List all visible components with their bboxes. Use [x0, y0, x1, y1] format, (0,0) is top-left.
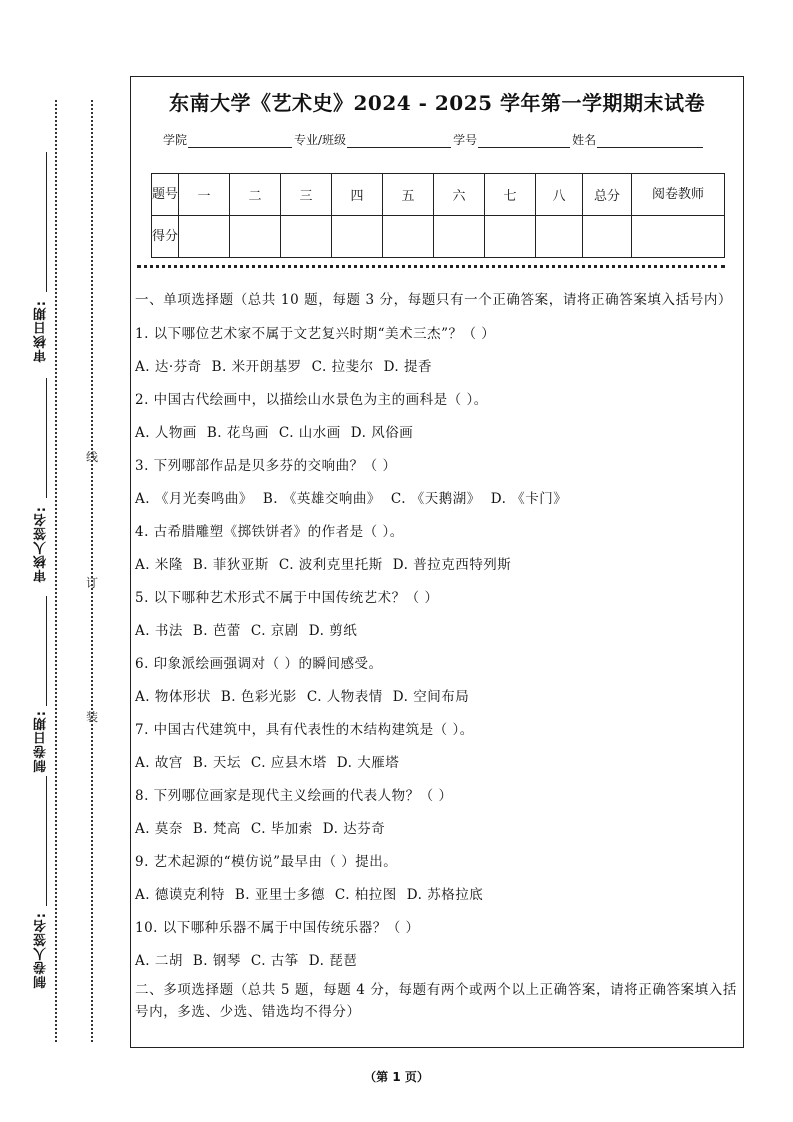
exam-frame	[130, 76, 744, 1048]
option-b: B. 米开朗基罗	[211, 358, 302, 375]
question-list	[135, 317, 737, 977]
score-cell[interactable]	[434, 216, 485, 258]
question-3-options	[135, 482, 737, 515]
college-field[interactable]	[188, 134, 292, 148]
student-info-row	[163, 131, 705, 148]
score-table-score-row	[152, 216, 725, 258]
signature-line-4	[46, 776, 47, 906]
binding-char-bind: 订	[86, 576, 99, 590]
major-class-label: 专业/班级	[294, 133, 347, 147]
col-3: 三	[281, 174, 332, 216]
col-2: 二	[230, 174, 281, 216]
question-7-options	[135, 746, 737, 779]
question-3: 3. 下列哪部作品是贝多芬的交响曲？（ ）	[135, 457, 397, 474]
section2-heading: 二、多项选择题（总共 5 题，每题 4 分，每题有两个或两个以上正确答案，请将正确答案填入括号内，多选、少选、错选均不得分）	[135, 982, 737, 1020]
option-a: A. 达·芬奇	[135, 358, 202, 375]
dotted-separator	[137, 265, 725, 268]
option-c: C. 京剧	[250, 622, 299, 639]
option-c: C. 拉斐尔	[311, 358, 374, 375]
option-b: B. 亚里士多德	[234, 886, 325, 903]
option-b: B. 《英雄交响曲》	[262, 490, 381, 507]
score-cell[interactable]	[383, 216, 434, 258]
signature-line-2	[46, 378, 47, 498]
option-d: D. 提香	[383, 358, 433, 375]
option-b: B. 天坛	[192, 754, 241, 771]
option-d: D. 剪纸	[308, 622, 358, 639]
score-cell[interactable]	[536, 216, 583, 258]
signature-line-1	[46, 152, 47, 292]
question-2-options	[135, 416, 737, 449]
reviewer-signature-label: 审核人签名:	[34, 506, 49, 583]
col-total: 总分	[583, 174, 632, 216]
option-b: B. 芭蕾	[192, 622, 241, 639]
question-4-options	[135, 548, 737, 581]
binding-dotted-line-inner	[91, 100, 93, 1042]
col-5: 五	[383, 174, 434, 216]
question-5: 5. 以下哪种艺术形式不属于中国传统艺术？（ ）	[135, 589, 439, 606]
option-a: A. 物体形状	[135, 688, 211, 705]
question-9-options	[135, 878, 737, 911]
score-table	[151, 173, 725, 258]
option-c: C. 毕加索	[250, 820, 313, 837]
exam-content	[135, 289, 737, 1029]
option-d: D. 达芬奇	[322, 820, 386, 837]
question-1-options	[135, 350, 737, 383]
col-grader: 阅卷教师	[632, 174, 725, 216]
question-10: 10. 以下哪种乐器不属于中国传统乐器？（ ）	[135, 919, 420, 936]
question-7: 7. 中国古代建筑中，具有代表性的木结构建筑是（ ）。	[135, 721, 474, 738]
score-table-header-row	[152, 174, 725, 216]
page-number: （第 1 页）	[364, 1070, 429, 1084]
binding-char-line: 线	[86, 450, 99, 464]
col-1: 一	[179, 174, 230, 216]
score-cell[interactable]	[332, 216, 383, 258]
option-a: A. 莫奈	[135, 820, 183, 837]
preparer-signature-label: 制卷人签名:	[34, 912, 49, 989]
review-date-label: 审核日期:	[34, 300, 49, 363]
question-10-options	[135, 944, 737, 977]
option-a: A. 德谟克利特	[135, 886, 225, 903]
option-c: C. 山水画	[278, 424, 341, 441]
option-b: B. 钢琴	[192, 952, 241, 969]
col-8: 八	[536, 174, 583, 216]
option-b: B. 花鸟画	[206, 424, 269, 441]
binding-dotted-line	[55, 100, 57, 1042]
student-id-field[interactable]	[478, 134, 570, 148]
option-d: D. 《卡门》	[490, 490, 568, 507]
prepare-date-label: 制卷日期:	[34, 710, 49, 773]
option-b: B. 梵高	[192, 820, 241, 837]
option-a: A. 米隆	[135, 556, 183, 573]
option-a: A. 《月光奏鸣曲》	[135, 490, 253, 507]
option-d: D. 大雁塔	[336, 754, 400, 771]
signature-line-3	[46, 596, 47, 706]
option-c: C. 《天鹅湖》	[390, 490, 481, 507]
option-c: C. 古筝	[250, 952, 299, 969]
question-9: 9. 艺术起源的“模仿说”最早由（ ）提出。	[135, 853, 398, 870]
option-c: C. 应县木塔	[250, 754, 327, 771]
name-field[interactable]	[597, 134, 703, 148]
option-c: C. 人物表情	[306, 688, 383, 705]
score-cell[interactable]	[281, 216, 332, 258]
college-label: 学院	[163, 133, 188, 147]
question-number-header: 题号	[152, 174, 179, 216]
score-cell[interactable]	[485, 216, 536, 258]
option-b: B. 色彩光影	[220, 688, 297, 705]
major-class-field[interactable]	[347, 134, 451, 148]
col-6: 六	[434, 174, 485, 216]
option-c: C. 波利克里托斯	[278, 556, 383, 573]
question-6-options	[135, 680, 737, 713]
score-cell[interactable]	[632, 216, 725, 258]
option-b: B. 菲狄亚斯	[192, 556, 269, 573]
col-4: 四	[332, 174, 383, 216]
option-c: C. 柏拉图	[334, 886, 397, 903]
binding-char-mount: 装	[86, 710, 99, 724]
score-row-header: 得分	[152, 216, 179, 258]
option-d: D. 风俗画	[350, 424, 414, 441]
score-cell[interactable]	[583, 216, 632, 258]
option-d: D. 琵琶	[308, 952, 358, 969]
option-d: D. 空间布局	[392, 688, 470, 705]
exam-title: 东南大学《艺术史》2024 - 2025 学年第一学期期末试卷	[168, 91, 706, 115]
question-8-options	[135, 812, 737, 845]
question-2: 2. 中国古代绘画中，以描绘山水景色为主的画科是（ ）。	[135, 391, 488, 408]
option-a: A. 故宫	[135, 754, 183, 771]
option-a: A. 二胡	[135, 952, 183, 969]
question-1: 1. 以下哪位艺术家不属于文艺复兴时期“美术三杰”？（ ）	[135, 325, 496, 342]
option-d: D. 苏格拉底	[406, 886, 484, 903]
section1-heading: 一、单项选择题（总共 10 题，每题 3 分，每题只有一个正确答案，请将正确答案填入括号内）	[135, 292, 733, 308]
question-4: 4. 古希腊雕塑《掷铁饼者》的作者是（ ）。	[135, 523, 404, 540]
option-a: A. 人物画	[135, 424, 197, 441]
question-6: 6. 印象派绘画强调对（ ）的瞬间感受。	[135, 655, 383, 672]
score-cell[interactable]	[230, 216, 281, 258]
col-7: 七	[485, 174, 536, 216]
question-5-options	[135, 614, 737, 647]
question-8: 8. 下列哪位画家是现代主义绘画的代表人物？（ ）	[135, 787, 453, 804]
option-d: D. 普拉克西特列斯	[392, 556, 512, 573]
option-a: A. 书法	[135, 622, 183, 639]
name-label: 姓名	[572, 133, 597, 147]
score-cell[interactable]	[179, 216, 230, 258]
student-id-label: 学号	[453, 133, 478, 147]
